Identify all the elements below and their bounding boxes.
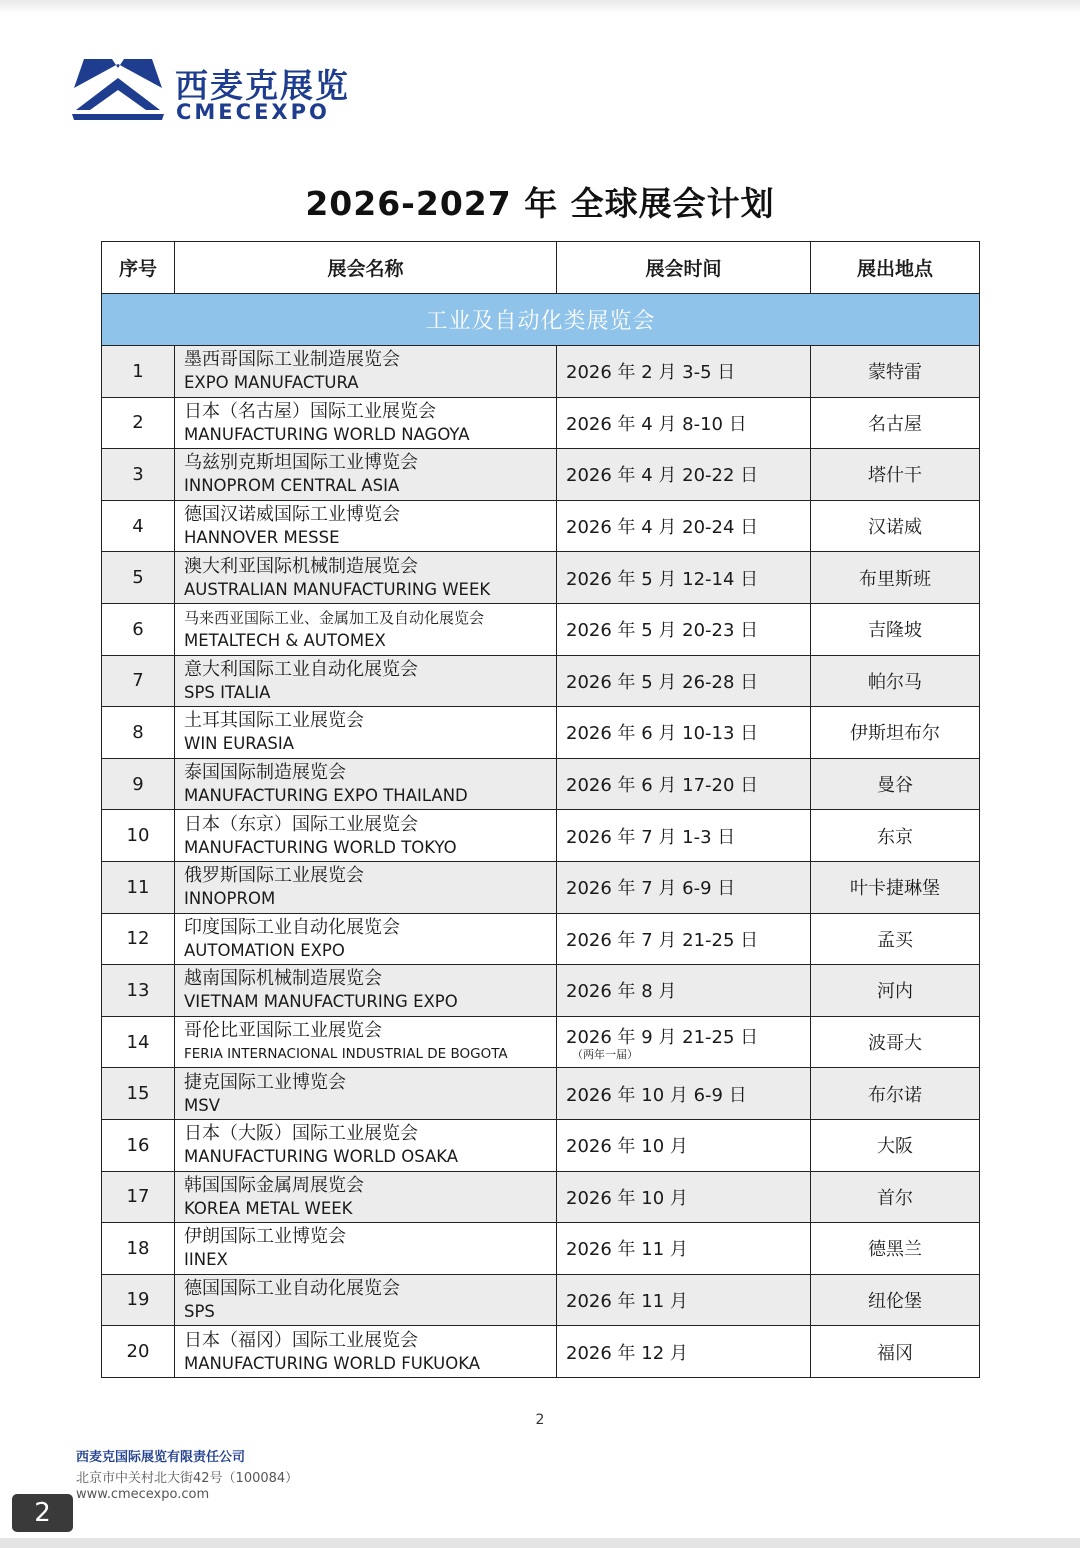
- exhibition-name-en: SPS: [184, 1301, 215, 1321]
- exhibition-name-cn: 哥伦比亚国际工业展览会: [184, 1020, 382, 1042]
- page-badge: 2: [12, 1494, 73, 1532]
- cell-name: [175, 1171, 557, 1223]
- header-date: 展会时间: [557, 242, 811, 294]
- exhibition-name-en: MANUFACTURING EXPO THAILAND: [184, 786, 468, 806]
- exhibition-name-cn: 马来西亚国际工业、金属加工及自动化展览会: [184, 609, 485, 628]
- exhibition-name-en: AUSTRALIAN MANUFACTURING WEEK: [184, 579, 491, 599]
- exhibition-name-cn: 日本（东京）国际工业展览会: [184, 813, 418, 835]
- cell-no: 15: [102, 1068, 175, 1120]
- cell-date: [557, 1068, 811, 1120]
- exhibition-date-note: （两年一届）: [572, 1048, 638, 1062]
- exhibition-name-cn: 韩国国际金属周展览会: [184, 1174, 364, 1196]
- cell-date: [557, 707, 811, 759]
- cell-date: [557, 500, 811, 552]
- cell-date: [557, 758, 811, 810]
- cell-date: [557, 1119, 811, 1171]
- table-row: [102, 1223, 980, 1275]
- table-row: [102, 758, 980, 810]
- exhibition-date: 2026 年 9 月 21-25 日: [566, 1027, 759, 1049]
- cell-no: 12: [102, 913, 175, 965]
- footer-company: 西麦克国际展览有限责任公司: [76, 1450, 246, 1465]
- cell-no: 13: [102, 965, 175, 1017]
- cell-name: [175, 346, 557, 398]
- cell-date: [557, 346, 811, 398]
- exhibition-date: 2026 年 10 月: [566, 1187, 688, 1209]
- exhibition-name-cn: 印度国际工业自动化展览会: [184, 916, 400, 938]
- exhibition-name-cn: 德国国际工业自动化展览会: [184, 1277, 400, 1299]
- exhibition-name-en: HANNOVER MESSE: [184, 528, 340, 548]
- cell-name: [175, 1119, 557, 1171]
- cell-name: [175, 655, 557, 707]
- cell-no: 19: [102, 1274, 175, 1326]
- page-number: 2: [535, 1412, 545, 1428]
- cell-place: 吉隆坡: [811, 603, 980, 655]
- cell-no: 2: [102, 397, 175, 449]
- exhibition-name-en: MANUFACTURING WORLD NAGOYA: [184, 424, 470, 444]
- exhibition-name-en: MANUFACTURING WORLD TOKYO: [184, 837, 457, 857]
- cell-no: 6: [102, 603, 175, 655]
- cell-name: [175, 603, 557, 655]
- exhibition-date: 2026 年 7 月 6-9 日: [566, 878, 736, 900]
- exhibition-date: 2026 年 2 月 3-5 日: [566, 362, 736, 384]
- cell-no: 5: [102, 552, 175, 604]
- page-top-edge: [0, 0, 1080, 14]
- exhibition-name-cn: 墨西哥国际工业制造展览会: [184, 349, 400, 371]
- cell-name: [175, 1326, 557, 1378]
- exhibition-date: 2026 年 6 月 17-20 日: [566, 775, 759, 797]
- exhibition-name-cn: 俄罗斯国际工业展览会: [184, 865, 364, 887]
- cell-no: 10: [102, 810, 175, 862]
- table-row: [102, 397, 980, 449]
- exhibition-name-cn: 德国汉诺威国际工业博览会: [184, 504, 400, 526]
- cell-place: 德黑兰: [811, 1223, 980, 1275]
- logo-mark-icon: [72, 56, 164, 124]
- exhibition-name-cn: 越南国际机械制造展览会: [184, 968, 382, 990]
- exhibition-date: 2026 年 6 月 10-13 日: [566, 723, 759, 745]
- exhibition-date: 2026 年 5 月 20-23 日: [566, 620, 759, 642]
- exhibition-date: 2026 年 5 月 12-14 日: [566, 568, 759, 590]
- cell-place: 波哥大: [811, 1016, 980, 1068]
- cell-place: 大阪: [811, 1119, 980, 1171]
- header-no: 序号: [102, 242, 175, 294]
- cell-place: 孟买: [811, 913, 980, 965]
- exhibition-date: 2026 年 4 月 20-22 日: [566, 465, 759, 487]
- exhibition-table: [101, 241, 980, 1378]
- cell-date: [557, 397, 811, 449]
- exhibition-name-cn: 伊朗国际工业博览会: [184, 1226, 346, 1248]
- cell-no: 20: [102, 1326, 175, 1378]
- exhibition-date: 2026 年 8 月: [566, 981, 677, 1003]
- brand-logo: [72, 56, 372, 126]
- cell-name: [175, 758, 557, 810]
- cell-place: 名古屋: [811, 397, 980, 449]
- exhibition-date: 2026 年 12 月: [566, 1342, 688, 1364]
- footer-website[interactable]: www.cmecexpo.com: [76, 1487, 210, 1502]
- cell-date: [557, 1274, 811, 1326]
- cell-date: [557, 965, 811, 1017]
- exhibition-date: 2026 年 4 月 20-24 日: [566, 517, 759, 539]
- cell-place: 曼谷: [811, 758, 980, 810]
- cell-no: 11: [102, 861, 175, 913]
- exhibition-name-en: AUTOMATION EXPO: [184, 940, 345, 960]
- cell-no: 16: [102, 1119, 175, 1171]
- table-row: [102, 1171, 980, 1223]
- table-row: [102, 552, 980, 604]
- exhibition-name-en: KOREA METAL WEEK: [184, 1198, 353, 1218]
- exhibition-name-cn: 意大利国际工业自动化展览会: [184, 658, 418, 680]
- exhibition-name-cn: 泰国国际制造展览会: [184, 762, 346, 784]
- cell-place: 伊斯坦布尔: [811, 707, 980, 759]
- exhibition-name-cn: 乌兹别克斯坦国际工业博览会: [184, 452, 418, 474]
- table-row: [102, 965, 980, 1017]
- table-row: [102, 1274, 980, 1326]
- exhibition-name-cn: 土耳其国际工业展览会: [184, 710, 364, 732]
- cell-name: [175, 449, 557, 501]
- cell-date: [557, 1171, 811, 1223]
- exhibition-name-cn: 日本（福冈）国际工业展览会: [184, 1329, 418, 1351]
- exhibition-name-en: MSV: [184, 1095, 220, 1115]
- cell-no: 1: [102, 346, 175, 398]
- table-row: [102, 1326, 980, 1378]
- cell-name: [175, 810, 557, 862]
- footer-address: 北京市中关村北大街42号（100084）: [76, 1471, 299, 1486]
- cell-place: 东京: [811, 810, 980, 862]
- section-row: [102, 294, 980, 346]
- cell-date: [557, 810, 811, 862]
- exhibition-date: 2026 年 7 月 21-25 日: [566, 929, 759, 951]
- cell-name: [175, 913, 557, 965]
- cell-place: 河内: [811, 965, 980, 1017]
- cell-name: [175, 1223, 557, 1275]
- cell-date: [557, 603, 811, 655]
- exhibition-name-en: WIN EURASIA: [184, 734, 294, 754]
- cell-no: 4: [102, 500, 175, 552]
- cell-place: 帕尔马: [811, 655, 980, 707]
- cell-name: [175, 1274, 557, 1326]
- exhibition-date: 2026 年 11 月: [566, 1290, 688, 1312]
- exhibition-name-en: INNOPROM: [184, 889, 276, 909]
- table-row: [102, 913, 980, 965]
- exhibition-name-en: SPS ITALIA: [184, 682, 271, 702]
- exhibition-name-en: INNOPROM CENTRAL ASIA: [184, 476, 400, 496]
- cell-no: 18: [102, 1223, 175, 1275]
- cell-no: 7: [102, 655, 175, 707]
- exhibition-date: 2026 年 5 月 26-28 日: [566, 671, 759, 693]
- cell-place: 首尔: [811, 1171, 980, 1223]
- cell-no: 17: [102, 1171, 175, 1223]
- section-title: 工业及自动化类展览会: [102, 294, 980, 346]
- cell-place: 蒙特雷: [811, 346, 980, 398]
- table-row: [102, 1016, 980, 1068]
- exhibition-date: 2026 年 7 月 1-3 日: [566, 826, 736, 848]
- page-title: 2026-2027 年 全球展会计划: [305, 184, 775, 223]
- table-row: [102, 810, 980, 862]
- cell-date: [557, 1223, 811, 1275]
- table-row: [102, 449, 980, 501]
- exhibition-name-cn: 捷克国际工业博览会: [184, 1071, 346, 1093]
- cell-name: [175, 552, 557, 604]
- cell-date: [557, 552, 811, 604]
- cell-place: 福冈: [811, 1326, 980, 1378]
- cell-no: 8: [102, 707, 175, 759]
- cell-date: [557, 861, 811, 913]
- cell-date: [557, 1016, 811, 1068]
- exhibition-name-en: IINEX: [184, 1250, 228, 1270]
- exhibition-name-cn: 日本（大阪）国际工业展览会: [184, 1123, 418, 1145]
- table-row: [102, 603, 980, 655]
- table-header-row: [102, 242, 980, 294]
- table-row: [102, 707, 980, 759]
- cell-name: [175, 707, 557, 759]
- cell-name: [175, 397, 557, 449]
- exhibition-name-en: MANUFACTURING WORLD FUKUOKA: [184, 1353, 481, 1373]
- brand-name-cn: 西麦克展览: [175, 66, 350, 105]
- cell-name: [175, 861, 557, 913]
- cell-name: [175, 1016, 557, 1068]
- table-row: [102, 1119, 980, 1171]
- cell-place: 叶卡捷琳堡: [811, 861, 980, 913]
- exhibition-date: 2026 年 10 月 6-9 日: [566, 1084, 747, 1106]
- cell-no: 14: [102, 1016, 175, 1068]
- header-place: 展出地点: [811, 242, 980, 294]
- header-name: 展会名称: [175, 242, 557, 294]
- exhibition-date: 2026 年 11 月: [566, 1239, 688, 1261]
- exhibition-name-en: VIETNAM MANUFACTURING EXPO: [184, 992, 458, 1012]
- cell-no: 3: [102, 449, 175, 501]
- exhibition-date: 2026 年 10 月: [566, 1136, 688, 1158]
- cell-name: [175, 1068, 557, 1120]
- cell-place: 汉诺威: [811, 500, 980, 552]
- cell-no: 9: [102, 758, 175, 810]
- brand-name-en: CMECEXPO: [176, 100, 330, 124]
- cell-place: 布尔诺: [811, 1068, 980, 1120]
- table-row: [102, 346, 980, 398]
- cell-date: [557, 655, 811, 707]
- exhibition-name-en: METALTECH & AUTOMEX: [184, 631, 386, 651]
- cell-name: [175, 965, 557, 1017]
- cell-name: [175, 500, 557, 552]
- exhibition-name-en: EXPO MANUFACTURA: [184, 373, 359, 393]
- cell-date: [557, 913, 811, 965]
- table-row: [102, 861, 980, 913]
- exhibition-date: 2026 年 4 月 8-10 日: [566, 413, 747, 435]
- cell-date: [557, 449, 811, 501]
- cell-place: 纽伦堡: [811, 1274, 980, 1326]
- cell-date: [557, 1326, 811, 1378]
- cell-place: 塔什干: [811, 449, 980, 501]
- table-row: [102, 1068, 980, 1120]
- exhibition-name-en: FERIA INTERNACIONAL INDUSTRIAL DE BOGOTA: [184, 1046, 508, 1063]
- page-bottom-edge: [0, 1538, 1080, 1548]
- table-row: [102, 500, 980, 552]
- table-row: [102, 655, 980, 707]
- exhibition-name-cn: 日本（名古屋）国际工业展览会: [184, 400, 436, 422]
- exhibition-name-en: MANUFACTURING WORLD OSAKA: [184, 1147, 459, 1167]
- cell-place: 布里斯班: [811, 552, 980, 604]
- exhibition-name-cn: 澳大利亚国际机械制造展览会: [184, 555, 418, 577]
